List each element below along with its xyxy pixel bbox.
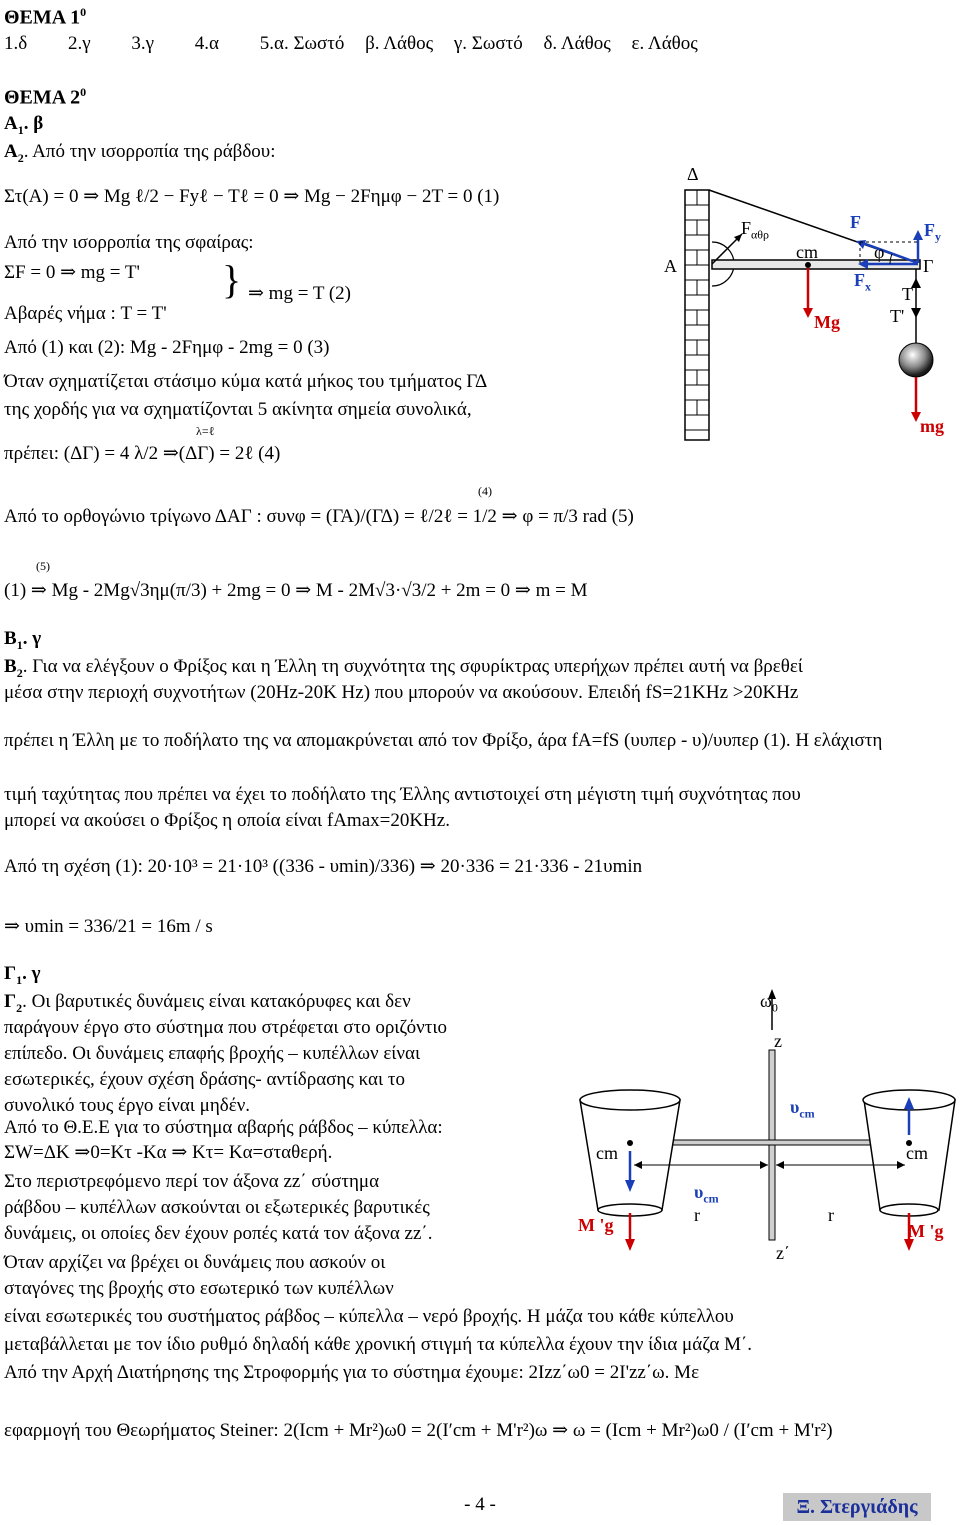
brace: } [222,257,242,302]
label-cm-left: cm [596,1143,618,1163]
label-omega0: $\omega_0$ [760,991,778,1015]
eq-6: (1) ⇒ Mg - 2Mg√3ημ(π/3) + 2mg = 0 ⇒ M - 2M√3·√3/2 + 2m = 0 ⇒ m = M [4,580,588,601]
label-cm-right: cm [906,1143,928,1163]
label-mg-rod: Mg [814,312,840,332]
g2-full-3: Από την Αρχή Διατήρησης της Στροφορμής για το σύστημα έχουμε: 2Izz΄ω0 = 2I'zz΄ω. Με [4,1362,700,1383]
b2-line-5: μπορεί να ακούσει ο Φρίξος η οποία είναι fAmax=20KHz. [4,810,450,831]
label-t: T [902,284,913,304]
answer-5e: ε. Λάθος [631,33,698,54]
b1-answer: $B_1$. γ [4,628,42,652]
answer-3: 3.γ [131,33,155,54]
label-mg-left: M 'g [578,1215,614,1235]
page-number: - 4 - [464,1494,496,1515]
g2-line-8: Στο περιστρεφόμενο περί τον άξονα zz΄ σύστημα [4,1171,380,1192]
label-mg-right: M 'g [908,1221,944,1241]
answer-5d: δ. Λάθος [543,33,611,54]
b2-eq-1: Από τη σχέση (1): 20·10³ = 21·10³ ((336 - υmin)/336) ⇒ 20·336 = 21·336 - 21υmin [4,856,643,877]
label-gamma: Γ [923,256,934,276]
eq-sphere-3: Αβαρές νήμα : T = T' [4,303,167,324]
eq-torque: Στ(Α) = 0 ⇒ Mg ℓ/2 − Fyℓ − Tℓ = 0 ⇒ Mg − 2Fημφ − 2T = 0 (1) [4,186,500,207]
figure-rod-svg [650,160,955,450]
theme1-title: ΘΕΜΑ $1^0$ [4,5,87,29]
label-cm: cm [796,242,818,262]
answer-4: 4.α [194,33,219,54]
eq4-note: λ=ℓ [196,424,215,438]
g2-line-1: $\Gamma_2$. Οι βαρυτικές δυνάμεις είναι κατακόρυφες και δεν [4,991,411,1015]
b2-line-4: τιμή ταχύτητας που πρέπει να έχει το ποδήλατο της Έλλης αντιστοιχεί στη μέγιστη τιμή συχνότητας που [4,784,801,805]
eq-sphere-2: ⇒ mg = T (2) [248,283,351,304]
eq6-note: (5) [36,559,50,573]
answer-5a: 5.α. Σωστό [259,33,345,54]
g2-line-10: δυνάμεις, οι οποίες δεν έχουν ροπές κατά τον άξονα zz΄. [4,1223,433,1244]
label-phi: φ [874,242,885,262]
answer-5b: β. Λάθος [365,33,434,54]
theme2-title: ΘΕΜΑ $2^0$ [4,85,87,109]
label-fx: $F_x$ [854,270,871,294]
label-mg-sphere: mg [920,416,944,436]
label-fy: $F_y$ [924,220,941,244]
author-badge: Ξ. Στεργιάδης [783,1493,931,1521]
fy-arrowhead [913,230,923,240]
left-cup-rim [580,1090,680,1110]
standing-line-1: Όταν σχηματίζεται στάσιμο κύμα κατά μήκος του τμήματος ΓΔ [4,371,488,392]
label-ucm-right: $\upsilon_{cm}$ [790,1097,815,1121]
g2-line-11: Όταν αρχίζει να βρέχει οι δυνάμεις που ασκούν οι [4,1252,386,1273]
a2-intro: $A_2$. Από την ισορροπία της ράβδου: [4,141,276,165]
eq5-note: (4) [478,484,492,498]
f-tension-arrowhead [856,240,866,249]
g2-full-1: είναι εσωτερικές του συστήματος ράβδος – κύπελλα – νερό βροχής. Η μάζα του κάθε κύπελλου [4,1306,734,1327]
answer-1: 1.δ [4,33,28,54]
b2-line-3: πρέπει η Έλλη με το ποδήλατο της να απομακρύνεται από τον Φρίξο, άρα fA=fS (υυπερ - υ)/υυπερ (1). Η ελάχιστη [4,730,883,751]
eq-sphere-1: ΣF = 0 ⇒ mg = T' [4,262,140,283]
figure-rod-equilibrium [650,160,955,450]
answer-5c: γ. Σωστό [453,33,523,54]
b2-line-1: $B_2$. Για να ελέγξουν ο Φρίξος και η Έλλη τη συχνότητα της σφυρίκτρας υπερήχων πρέπει αυτή να βρεθεί [4,656,803,680]
label-tprime: T' [890,306,905,326]
tprime-arrowhead [911,308,921,318]
g2-line-9: ράβδου – κυπέλλων ασκούνται οι εξωτερικές βαρυτικές [4,1197,430,1218]
g1-answer: $\Gamma_1$. γ [4,963,41,987]
g2-line-6: Από το Θ.Ε.Ε για το σύστημα αβαρής ράβδος – κύπελλα: [4,1117,443,1138]
figure-rotating-cups [572,985,957,1275]
label-z: z [774,1031,782,1051]
g2-line-3: επίπεδο. Οι δυνάμεις επαφής βροχής – κυπέλλων είναι [4,1043,421,1064]
label-r-left: r [694,1205,700,1225]
g2-line-4: εσωτερικές, έχουν σχέση δράσης- αντίδρασης και το [4,1069,405,1090]
eq-5: Από το ορθογώνιο τρίγωνο ΔΑΓ : συνφ = (ΓΑ)/(ΓΔ) = ℓ/2ℓ = 1/2 ⇒ φ = π/3 rad (5) [4,506,634,527]
label-r-right: r [828,1205,834,1225]
g2-line-5: συνολικό τους έργο είναι μηδέν. [4,1095,251,1116]
sphere [899,343,933,377]
a1-answer: $A_1$. β [4,113,44,137]
figure-cups-svg [572,985,957,1275]
left-cm-dot [627,1140,633,1146]
g2-line-12: σταγόνες της βροχής στο εσωτερικό των κυπέλλων [4,1278,394,1299]
g2-full-2: μεταβάλλεται με τον ίδιο ρυθμό δηλαδή κάθε χρονική στιγμή τα κύπελλα έχουν την ίδια μάζα Μ΄. [4,1334,753,1355]
eq-3: Από (1) και (2): Mg - 2Fημφ - 2mg = 0 (3) [4,337,330,358]
label-f: F [850,212,861,232]
steiner-eq: εφαρμογή του Θεωρήματος Steiner: 2(Icm + Mr²)ω0 = 2(I′cm + M'r²)ω ⇒ ω = (Icm + Mr²)ω0 / (I′cm + M'r²) [4,1420,833,1441]
b2-line-2: μέσα στην περιοχή συχνοτήτων (20Hz-20K Hz) που μπορούν να ακούσουν. Επειδή fS=21KHz >20KHz [4,682,799,703]
eq-4: πρέπει: (ΔΓ) = 4 λ/2 ⇒(ΔΓ) = 2ℓ (4) [4,443,281,464]
label-delta: Δ [687,164,699,184]
label-ucm-left: $\upsilon_{cm}$ [694,1182,719,1206]
g2-line-7: ΣW=ΔK ⇒0=Kτ -Kα ⇒ Kτ= Kα=σταθερή. [4,1142,333,1163]
label-A: Α [664,256,677,276]
label-zprime: z΄ [776,1243,790,1263]
b2-eq-2: ⇒ υmin = 336/21 = 16m / s [4,916,213,937]
label-f-hinge: $F_{\alpha\theta\rho}$ [741,218,770,242]
theme1-answers [4,33,698,55]
standing-line-2: της χορδής για να σχηματίζονται 5 ακίνητα σημεία συνολικά, [4,399,472,420]
answer-2: 2.γ [67,33,91,54]
mg-rod-arrowhead [803,308,813,318]
sphere-text: Από την ισορροπία της σφαίρας: [4,232,254,253]
g2-line-2: παράγουν έργο στο σύστημα που στρέφεται στο οριζόντιο [4,1017,447,1038]
